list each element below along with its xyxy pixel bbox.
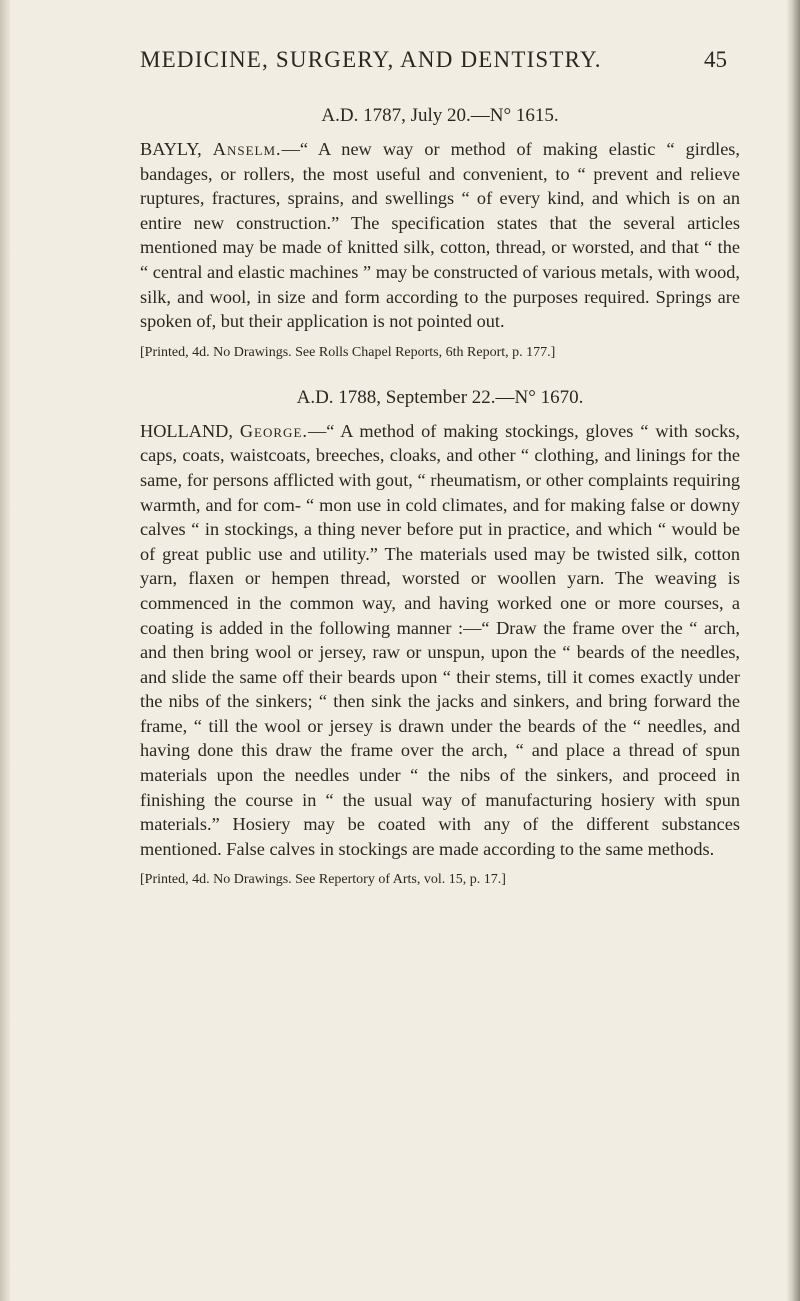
entry-text [140,419,740,862]
patentee-given-name: Anselm. [212,139,282,159]
patent-entry [140,103,740,362]
running-head: MEDICINE, SURGERY, AND DENTISTRY. [140,47,602,72]
entry-body: —“ A new way or method of making elastic “ girdles, bandages, or rollers, the most useful and convenient, to “ prevent and relieve ruptures, fractures, sprains, and swellings “ of every kind, and which is on an entire new construction.” The specification states that the several articles mentioned may be made of knitted silk, cotton, thread, or worsted, and that “ the “ central and elastic machines ” may be constructed of various metals, with wood, silk, and wool, in size and form according to the purposes required. Springs are spoken of, but their application is not pointed out. [140,139,740,332]
page-edge-left [0,0,10,1301]
page-header [0,47,800,77]
patentee-surname: BAYLY, [140,139,202,159]
page-number: 45 [704,47,727,72]
page-edge-right [786,0,800,1301]
printing-note: [Printed, 4d. No Drawings. See Rolls Chapel Reports, 6th Report, p. 177.] [140,344,556,360]
entry-body: —“ A method of making stockings, gloves “ with socks, caps, coats, waistcoats, breeches, cloaks, and other “ clothing, and linings for the same, for persons afflicted with gout, “ rheumatism, or other complaints requiring warmth, and for com- “ mon use in cold climates, and for making false or downy calves “ in stockings, a thing never before put in practice, and which “ would be of great public use and utility.” The materials used may be twisted silk, cotton yarn, flaxen or hempen thread, worsted or woollen yarn. The weaving is commenced in the common way, and having worked one or more courses, a coating is added in the following manner :—“ Draw the frame over the “ arch, and then bring wool or jersey, raw or unspun, upon the “ beards of the needles, and slide the same off their beards upon “ their stems, till it comes exactly under the nibs of the sinkers; “ then sink the jacks and sinkers, and bring forward the frame, “ till the wool or jersey is drawn under the beards of the “ needles, and having done this draw the frame over the arch, “ and place a thread of spun materials upon the needles under “ the nibs of the sinkers, and proceed in finishing the course in “ the usual way of manufacturing hosiery with spun materials.” Hosiery may be coated with any of the different substances mentioned. False calves in stockings are made according to the same methods. [140,420,740,859]
patentee-given-name: George. [239,420,308,441]
patentee-surname: HOLLAND, [140,420,233,441]
printing-note: [Printed, 4d. No Drawings. See Repertory of Arts, vol. 15, p. 17.] [140,872,506,888]
entry-text [140,137,740,334]
patent-entry [140,385,740,890]
entry-date-line: A.D. 1788, September 22.—N° 1670. [296,386,584,408]
page-content [140,103,740,889]
entry-date-line: A.D. 1787, July 20.—N° 1615. [321,105,559,126]
